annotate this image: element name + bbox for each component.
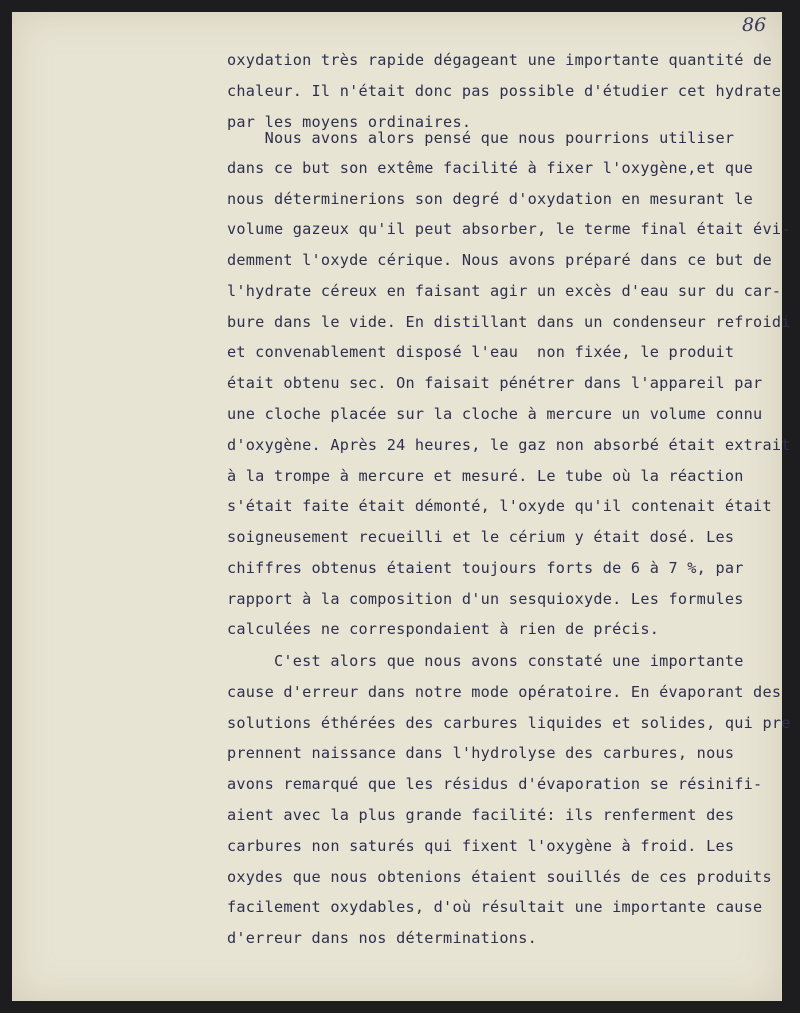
- text-line: carbures non saturés qui fixent l'oxygène à froid. Les: [227, 837, 735, 855]
- text-line: était obtenu sec. On faisait pénétrer dans l'appareil par: [227, 374, 763, 392]
- text-line: calculées ne correspondaient à rien de précis.: [227, 620, 660, 638]
- text-line: cause d'erreur dans notre mode opératoire. En évaporant des: [227, 683, 782, 701]
- text-line: aient avec la plus grande facilité: ils renferment des: [227, 806, 735, 824]
- text-line: oxydes que nous obtenions étaient souillés de ces produits: [227, 868, 772, 886]
- text-line: chaleur. Il n'était donc pas possible d'étudier cet hydrate: [227, 82, 782, 100]
- text-line: dans ce but son extême facilité à fixer l'oxygène,et que: [227, 159, 754, 177]
- text-line: solutions éthérées des carbures liquides et solides, qui pre: [227, 714, 791, 732]
- text-line: bure dans le vide. En distillant dans un condenseur refroidi: [227, 313, 791, 331]
- text-line: soigneusement recueilli et le cérium y était dosé. Les: [227, 528, 735, 546]
- text-line: par les moyens ordinaires.: [227, 113, 472, 131]
- text-line: C'est alors que nous avons constaté une importante: [227, 652, 744, 670]
- text-line: et convenablement disposé l'eau non fixée, le produit: [227, 343, 735, 361]
- text-line: prennent naissance dans l'hydrolyse des carbures, nous: [227, 744, 735, 762]
- text-line: s'était faite était démonté, l'oxyde qu'il contenait était: [227, 497, 772, 515]
- text-line: à la trompe à mercure et mesuré. Le tube où la réaction: [227, 467, 744, 485]
- page-number: 86: [742, 14, 767, 36]
- text-line: une cloche placée sur la cloche à mercure un volume connu: [227, 405, 763, 423]
- text-line: demment l'oxyde cérique. Nous avons préparé dans ce but de: [227, 251, 772, 269]
- text-line: oxydation très rapide dégageant une importante quantité de: [227, 51, 772, 69]
- text-line: avons remarqué que les résidus d'évaporation se résinifi-: [227, 775, 763, 793]
- text-line: l'hydrate céreux en faisant agir un excès d'eau sur du car-: [227, 282, 782, 300]
- text-line: Nous avons alors pensé que nous pourrions utiliser: [227, 129, 735, 147]
- text-line: rapport à la composition d'un sesquioxyde. Les formules: [227, 590, 744, 608]
- text-line: facilement oxydables, d'où résultait une importante cause: [227, 898, 763, 916]
- text-line: volume gazeux qu'il peut absorber, le terme final était évi-: [227, 220, 791, 238]
- text-line: d'oxygène. Après 24 heures, le gaz non absorbé était extrait: [227, 436, 791, 454]
- text-line: chiffres obtenus étaient toujours forts de 6 à 7 %, par: [227, 559, 744, 577]
- text-line: nous déterminerions son degré d'oxydation en mesurant le: [227, 190, 754, 208]
- text-line: d'erreur dans nos déterminations.: [227, 929, 537, 947]
